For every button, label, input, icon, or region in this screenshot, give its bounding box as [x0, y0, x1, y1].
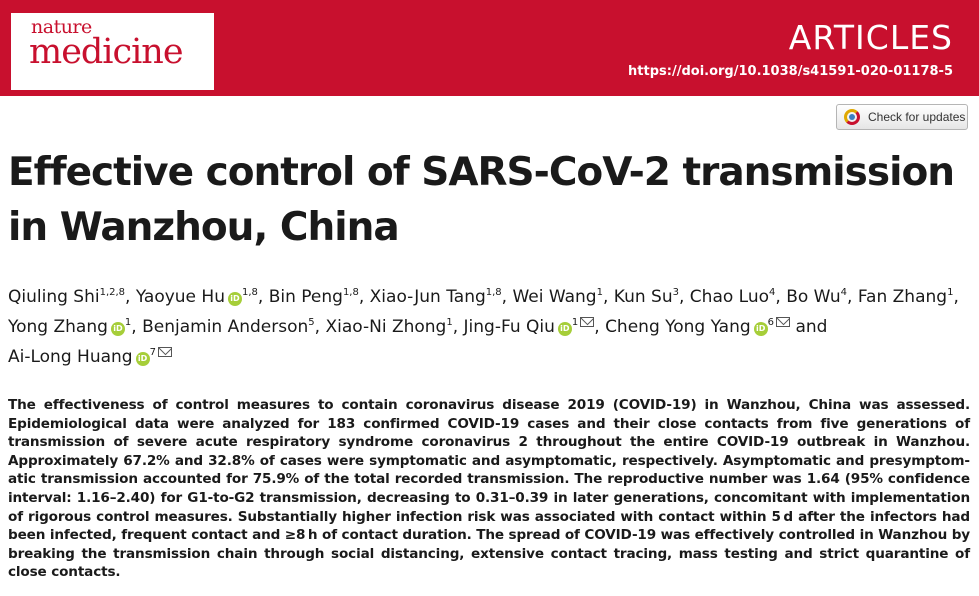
check-for-updates-label: Check for updates: [868, 110, 966, 124]
author-name[interactable]: [605, 317, 827, 337]
author-separator: ,: [602, 287, 614, 307]
author-name-text: Kun Su: [613, 287, 673, 307]
author-separator: and: [790, 317, 828, 337]
author-name-text: Chao Luo: [689, 287, 770, 307]
author-separator: ,: [953, 287, 959, 307]
affiliation-superscript[interactable]: 1: [124, 317, 132, 328]
author-name[interactable]: [464, 317, 606, 337]
affiliation-superscript[interactable]: 1: [947, 287, 954, 298]
affiliation-superscript[interactable]: 1,8: [241, 287, 258, 298]
author-separator: ,: [847, 287, 858, 307]
journal-logo[interactable]: [10, 12, 215, 91]
email-icon[interactable]: [776, 317, 790, 327]
abstract: The effectiveness of control measures to contain coronavirus disease 2019 (COVID-19) in Wanzhou, China was assessed. Epidemiological data were analyzed for 183 confirmed COVID-19 cases and their close contacts from five generations of transmission of severe acute respiratory syndrome coronavirus 2 throughout the entire COVID-19 outbreak in Wanzhou. Approximately 67.2% and 32.8% of cases were symptomatic and asymptomatic, respectively. Asymptomatic and presymptomatic transmission accounted for 75.9% of the total recorded transmission. The reproductive number was 1.64 (95% confidence interval: 1.16–2.40) for G1-to-G2 transmission, decreasing to 0.31–0.39 in later generations, concomitant with implementation of rigorous control measures. Substantially higher infection risk was associated with contact within 5 d after the infectors had been infected, frequent contact and ≥8 h of contact duration. The spread of COVID-19 was effectively controlled in Wanzhou by breaking the transmission chain through social distancing, extensive contact tracing, mass testing and strict quarantine of close contacts.: [8, 397, 970, 581]
author-name-text: Ai-Long Huang: [8, 347, 133, 367]
author-name[interactable]: [614, 287, 690, 307]
author-separator: ,: [358, 287, 370, 307]
author-separator: ,: [131, 317, 143, 337]
author-list: [8, 282, 973, 372]
orcid-icon[interactable]: iD: [754, 322, 768, 336]
affiliation-superscript[interactable]: 5: [308, 317, 315, 328]
author-name[interactable]: [136, 287, 269, 307]
orcid-icon[interactable]: iD: [111, 322, 125, 336]
orcid-icon[interactable]: iD: [228, 292, 242, 306]
author-name[interactable]: [325, 317, 463, 337]
author-name[interactable]: [8, 317, 142, 337]
check-for-updates-icon: [844, 109, 860, 125]
affiliation-superscript[interactable]: 4: [769, 287, 776, 298]
author-name-text: Bin Peng: [268, 287, 343, 307]
author-name[interactable]: [786, 287, 858, 307]
author-separator: ,: [594, 317, 606, 337]
author-separator: ,: [125, 287, 136, 307]
author-separator: ,: [257, 287, 269, 307]
author-name[interactable]: [512, 287, 613, 307]
author-name-text: Qiuling Shi: [8, 287, 100, 307]
author-name-text: Yong Zhang: [8, 317, 108, 337]
author-name-text: Yaoyue Hu: [135, 287, 225, 307]
author-name[interactable]: [690, 287, 786, 307]
author-name-text: Bo Wu: [786, 287, 841, 307]
affiliation-superscript[interactable]: 7: [149, 347, 156, 358]
author-name[interactable]: [858, 287, 959, 307]
author-separator: ,: [678, 287, 690, 307]
author-name[interactable]: [142, 317, 325, 337]
author-separator: ,: [452, 317, 464, 337]
author-name-text: Wei Wang: [512, 287, 597, 307]
author-separator: ,: [775, 287, 787, 307]
affiliation-superscript[interactable]: 1,2,8: [99, 287, 126, 298]
author-name-text: Benjamin Anderson: [142, 317, 309, 337]
author-separator: ,: [501, 287, 513, 307]
affiliation-superscript[interactable]: 1,8: [485, 287, 502, 298]
orcid-icon[interactable]: iD: [136, 352, 150, 366]
author-name-text: Xiao-Jun Tang: [369, 287, 486, 307]
affiliation-superscript[interactable]: 6: [767, 317, 775, 328]
email-icon[interactable]: [580, 317, 594, 327]
logo-nature-text: nature: [31, 16, 92, 38]
author-name[interactable]: [370, 287, 513, 307]
affiliation-superscript[interactable]: 1: [596, 287, 603, 298]
orcid-icon[interactable]: iD: [558, 322, 572, 336]
author-name-text: Cheng Yong Yang: [605, 317, 751, 337]
doi-link[interactable]: https://doi.org/10.1038/s41591-020-01178-5: [628, 64, 953, 79]
affiliation-superscript[interactable]: 4: [840, 287, 848, 298]
author-name[interactable]: [269, 287, 370, 307]
author-name-text: Jing-Fu Qiu: [463, 317, 555, 337]
affiliation-superscript[interactable]: 3: [672, 287, 679, 298]
journal-banner: [0, 0, 979, 96]
email-icon[interactable]: [158, 347, 172, 357]
author-name-text: Fan Zhang: [857, 287, 948, 307]
author-name[interactable]: [8, 347, 172, 367]
author-name-text: Xiao-Ni Zhong: [325, 317, 447, 337]
author-separator: ,: [314, 317, 326, 337]
affiliation-superscript[interactable]: 1,8: [342, 287, 359, 298]
check-for-updates-button[interactable]: [836, 104, 968, 130]
section-label: ARTICLES: [788, 18, 953, 57]
author-name[interactable]: [8, 287, 136, 307]
logo-medicine-text: medicine: [29, 32, 183, 72]
affiliation-superscript[interactable]: 1: [446, 317, 453, 328]
article-title: Effective control of SARS-CoV-2 transmission in Wanzhou, China: [8, 150, 955, 250]
affiliation-superscript[interactable]: 1: [571, 317, 579, 328]
